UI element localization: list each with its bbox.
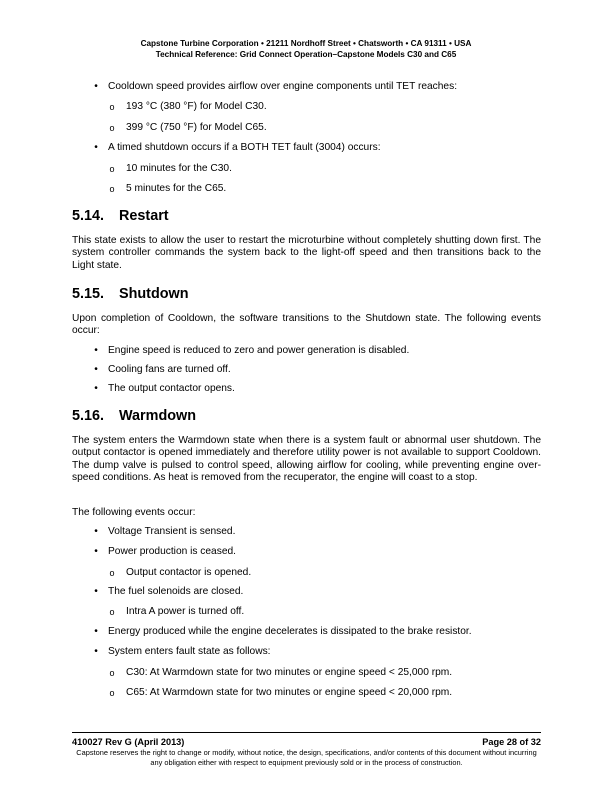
list-item: System enters fault state as follows: [108, 646, 271, 657]
footer-page-number: Page 28 of 32 [482, 737, 541, 747]
sub-bullet: o [109, 102, 115, 112]
sub-bullet: o [109, 568, 115, 578]
footer-document-id: 410027 Rev G (April 2013) [72, 737, 185, 747]
list-item: A timed shutdown occurs if a BOTH TET fault (3004) occurs: [108, 142, 381, 153]
bullet: • [94, 586, 98, 597]
sub-bullet: o [109, 123, 115, 133]
bullet: • [94, 81, 98, 92]
list-item: Cooldown speed provides airflow over engine components until TET reaches: [108, 81, 458, 92]
sub-list-item: Intra A power is turned off. [126, 606, 245, 617]
list-item: Power production is ceased. [108, 546, 236, 557]
section-title: Warmdown [119, 408, 197, 424]
list-item: The output contactor opens. [108, 383, 235, 394]
section-heading-shutdown [72, 286, 189, 302]
bullet: • [94, 646, 98, 657]
shutdown-paragraph: Upon completion of Cooldown, the software transitions to the Shutdown state. The following events occur: [72, 313, 541, 337]
sub-list-item: C30: At Warmdown state for two minutes or engine speed < 25,000 rpm. [126, 667, 453, 678]
footer-divider [72, 732, 541, 733]
sub-list-item: 10 minutes for the C30. [126, 163, 232, 174]
section-heading-warmdown [72, 408, 196, 424]
section-number: 5.16. [72, 408, 105, 424]
bullet: • [94, 383, 98, 394]
restart-paragraph: This state exists to allow the user to restart the microturbine without completely shutting down first. The system controller commands the system back to the light-off speed and then transitions back to the Light state. [72, 235, 541, 271]
warmdown-paragraph: The system enters the Warmdown state when there is a system fault or abnormal user shutdown. The output contactor is opened immediately and therefore utility power is not available to support Cooldown. The dump valve is pulsed to control speed, allowing airflow for cooling, while preventing engine over-speed conditions. As heat is removed from the recuperator, the engine will coast to a stop. [72, 435, 541, 483]
section-title: Restart [119, 208, 169, 224]
sub-bullet: o [109, 164, 115, 174]
bullet: • [94, 364, 98, 375]
section-number: 5.14. [72, 208, 105, 224]
sub-list-item: 5 minutes for the C65. [126, 183, 227, 194]
footer-disclaimer: Capstone reserves the right to change or modify, without notice, the design, specifications, and/or contents of this document without incurring any obligation either with respect to equipment previously sold or in the process of construction. [76, 748, 537, 767]
bullet: • [94, 345, 98, 356]
list-item: Energy produced while the engine decelerates is dissipated to the brake resistor. [108, 626, 472, 637]
list-item: Engine speed is reduced to zero and power generation is disabled. [108, 345, 410, 356]
sub-bullet: o [109, 607, 115, 617]
warmdown-events-intro: The following events occur: [72, 507, 196, 518]
bullet: • [94, 142, 98, 153]
section-number: 5.15. [72, 286, 105, 302]
sub-bullet: o [109, 688, 115, 698]
sub-bullet: o [109, 184, 115, 194]
bullet: • [94, 546, 98, 557]
header-company-line: Capstone Turbine Corporation • 21211 Nordhoff Street • Chatsworth • CA 91311 • USA [140, 39, 472, 48]
sub-list-item: 399 °C (750 °F) for Model C65. [126, 122, 267, 133]
sub-list-item: C65: At Warmdown state for two minutes or engine speed < 20,000 rpm. [126, 687, 453, 698]
list-item: The fuel solenoids are closed. [108, 586, 244, 597]
sub-bullet: o [109, 668, 115, 678]
list-item: Voltage Transient is sensed. [108, 526, 236, 537]
bullet: • [94, 626, 98, 637]
list-item: Cooling fans are turned off. [108, 364, 231, 375]
section-heading-restart [72, 208, 169, 224]
section-title: Shutdown [119, 286, 189, 302]
bullet: • [94, 526, 98, 537]
sub-list-item: 193 °C (380 °F) for Model C30. [126, 101, 267, 112]
sub-list-item: Output contactor is opened. [126, 567, 252, 578]
header-document-line: Technical Reference: Grid Connect Operation–Capstone Models C30 and C65 [155, 50, 457, 59]
